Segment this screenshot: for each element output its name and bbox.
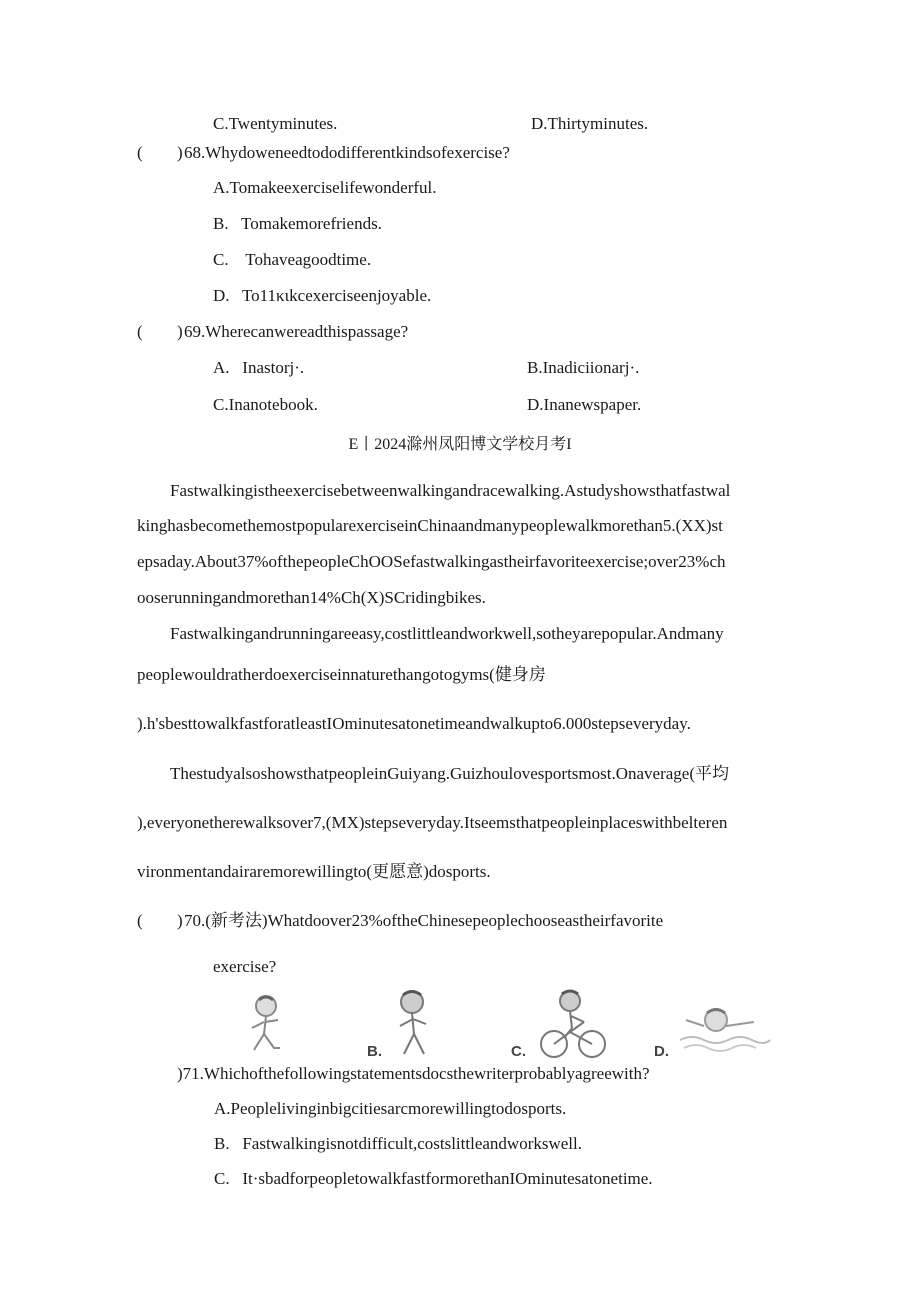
section-heading: E丨2024滁州凤阳博文学校月考I [348, 436, 572, 453]
q68-answer-paren-open[interactable]: ( [137, 143, 143, 162]
q69-option-d: D.Inanewspaper. [527, 395, 642, 414]
q68-option-c: C. Tohaveagoodtime. [213, 250, 372, 269]
q70-question: 70.(新考法)Whatdoover23%oftheChinesepeoplechooseastheirfavorite [184, 911, 664, 930]
passage-p1-line-2: kinghasbecomethemostpopularexerciseinChinaandmanypeoplewalkmorethan5.(XX)st [137, 516, 723, 535]
q69-option-c: C.Inanotebook. [213, 395, 318, 414]
q69-answer-paren-close: ) [177, 322, 183, 341]
pic-label-c: C. [511, 1043, 526, 1060]
q69-answer-paren-open[interactable]: ( [137, 322, 143, 341]
running-boy-icon[interactable] [388, 988, 440, 1060]
q68-option-a: A.Tomakeexerciselifewonderful. [213, 178, 437, 197]
q67-option-c: C.Twentyminutes. [213, 114, 338, 133]
passage-p1-line-3: epsaday.About37%ofthepeopleChOOSefastwalkingastheirfavoriteexercise;over23%ch [137, 552, 726, 571]
q67-option-d: D.Thirtyminutes. [531, 114, 649, 133]
q71-option-a: A.Peoplelivinginbigcitiesarcmorewillingtodosports. [214, 1099, 567, 1118]
q68-question: 68.Whydoweneedtododifferentkindsofexercise? [184, 143, 510, 162]
q71-question: )71.Whichofthefollowingstatementsdocsthewriterprobablyagreewith? [177, 1064, 650, 1083]
passage-p1-line-4: ooserunningandmorethan14%Ch(X)SCridingbikes. [137, 588, 486, 607]
passage-p2-line-2: peoplewouldratherdoexerciseinnaturethangotogyms(健身房 [137, 665, 546, 684]
cycling-boy-icon[interactable] [536, 988, 610, 1060]
walking-boy-icon[interactable] [240, 992, 292, 1056]
q68-option-b: B. Tomakemorefriends. [213, 214, 382, 233]
q69-option-b: B.Inadiciionarj·. [527, 358, 640, 377]
passage-p3-line-1: ThestudyalsoshowsthatpeopleinGuiyang.Guizhoulovesportsmost.Onaverage(平均 [170, 764, 730, 783]
swimming-boy-icon[interactable] [676, 1000, 772, 1060]
q68-answer-paren-close: ) [177, 143, 183, 162]
pic-label-b: B. [367, 1043, 382, 1060]
q70-answer-paren-close: ) [177, 911, 183, 930]
passage-p2-line-1: Fastwalkingandrunningareeasy,costlittleandworkwell,sotheyarepopular.Andmany [170, 624, 724, 643]
q69-question: 69.Wherecanwereadthispassage? [184, 322, 409, 341]
q69-option-a: A. Inastorj·. [213, 358, 305, 377]
q71-option-c: C. It·sbadforpeopletowalkfastformorethanIOminutesatonetime. [214, 1169, 653, 1188]
q68-option-d: D. To11κιkcexerciseenjoyable. [213, 286, 432, 305]
q71-option-b: B. Fastwalkingisnotdifficult,costslittleandworkswell. [214, 1134, 582, 1153]
q70-answer-paren-open[interactable]: ( [137, 911, 143, 930]
q70-question-cont: exercise? [213, 957, 277, 976]
passage-p3-line-3: vironmentandairaremorewillingto(更愿意)dosports. [137, 862, 491, 881]
passage-p2-line-3: ).h'sbesttowalkfastforatleastIOminutesatonetimeandwalkupto6.000stepseveryday. [137, 714, 691, 733]
passage-p1-line-1: Fastwalkingistheexercisebetweenwalkingandracewalking.Astudyshowsthatfastwal [170, 481, 731, 500]
pic-label-d: D. [654, 1043, 669, 1060]
passage-p3-line-2: ),everyonetherewalksover7,(MX)stepseveryday.Itseemsthatpeopleinplaceswithbelteren [137, 813, 728, 832]
